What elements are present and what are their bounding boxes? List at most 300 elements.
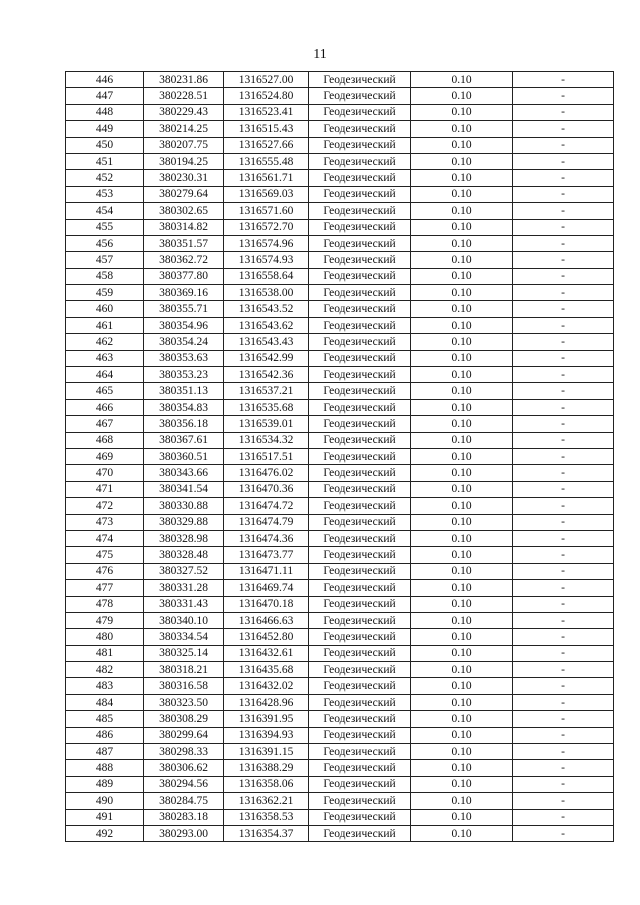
table-row [66,104,614,120]
table-row [66,448,614,464]
table-row [66,645,614,661]
description-cell: - [513,88,614,104]
description-cell: - [513,203,614,219]
point-number-cell: 448 [66,104,144,120]
method-cell: Геодезический [309,678,411,694]
table-row [66,727,614,743]
x-coordinate-cell: 380354.83 [144,399,224,415]
point-number-cell: 489 [66,776,144,792]
description-cell: - [513,317,614,333]
point-number-cell: 466 [66,399,144,415]
method-cell: Геодезический [309,481,411,497]
x-coordinate-cell: 380194.25 [144,153,224,169]
point-number-cell: 476 [66,563,144,579]
x-coordinate-cell: 380327.52 [144,563,224,579]
accuracy-cell: 0.10 [411,662,513,678]
method-cell: Геодезический [309,530,411,546]
x-coordinate-cell: 380331.43 [144,596,224,612]
table-row [66,203,614,219]
accuracy-cell: 0.10 [411,383,513,399]
y-coordinate-cell: 1316558.64 [224,268,309,284]
x-coordinate-cell: 380331.28 [144,580,224,596]
table-row [66,744,614,760]
description-cell: - [513,448,614,464]
point-number-cell: 470 [66,465,144,481]
y-coordinate-cell: 1316527.00 [224,72,309,88]
table-row [66,662,614,678]
x-coordinate-cell: 380231.86 [144,72,224,88]
accuracy-cell: 0.10 [411,793,513,809]
accuracy-cell: 0.10 [411,694,513,710]
accuracy-cell: 0.10 [411,465,513,481]
y-coordinate-cell: 1316470.36 [224,481,309,497]
x-coordinate-cell: 380207.75 [144,137,224,153]
accuracy-cell: 0.10 [411,350,513,366]
description-cell: - [513,825,614,841]
table-row [66,530,614,546]
description-cell: - [513,219,614,235]
x-coordinate-cell: 380293.00 [144,825,224,841]
description-cell: - [513,514,614,530]
point-number-cell: 459 [66,285,144,301]
method-cell: Геодезический [309,334,411,350]
x-coordinate-cell: 380329.88 [144,514,224,530]
y-coordinate-cell: 1316542.99 [224,350,309,366]
y-coordinate-cell: 1316435.68 [224,662,309,678]
table-row [66,88,614,104]
y-coordinate-cell: 1316524.80 [224,88,309,104]
y-coordinate-cell: 1316358.53 [224,809,309,825]
table-row [66,711,614,727]
accuracy-cell: 0.10 [411,203,513,219]
table-row [66,563,614,579]
accuracy-cell: 0.10 [411,186,513,202]
y-coordinate-cell: 1316543.52 [224,301,309,317]
point-number-cell: 481 [66,645,144,661]
description-cell: - [513,301,614,317]
method-cell: Геодезический [309,399,411,415]
description-cell: - [513,662,614,678]
accuracy-cell: 0.10 [411,629,513,645]
accuracy-cell: 0.10 [411,448,513,464]
x-coordinate-cell: 380302.65 [144,203,224,219]
method-cell: Геодезический [309,268,411,284]
accuracy-cell: 0.10 [411,776,513,792]
description-cell: - [513,727,614,743]
method-cell: Геодезический [309,137,411,153]
point-number-cell: 479 [66,612,144,628]
y-coordinate-cell: 1316574.96 [224,235,309,251]
table-row [66,367,614,383]
y-coordinate-cell: 1316452.80 [224,629,309,645]
point-number-cell: 468 [66,432,144,448]
method-cell: Геодезический [309,219,411,235]
accuracy-cell: 0.10 [411,301,513,317]
x-coordinate-cell: 380355.71 [144,301,224,317]
point-number-cell: 478 [66,596,144,612]
table-row [66,235,614,251]
x-coordinate-cell: 380228.51 [144,88,224,104]
table-row [66,465,614,481]
y-coordinate-cell: 1316358.06 [224,776,309,792]
point-number-cell: 465 [66,383,144,399]
table-row [66,334,614,350]
y-coordinate-cell: 1316543.62 [224,317,309,333]
accuracy-cell: 0.10 [411,334,513,350]
x-coordinate-cell: 380340.10 [144,612,224,628]
accuracy-cell: 0.10 [411,645,513,661]
y-coordinate-cell: 1316473.77 [224,547,309,563]
accuracy-cell: 0.10 [411,498,513,514]
accuracy-cell: 0.10 [411,416,513,432]
method-cell: Геодезический [309,153,411,169]
point-number-cell: 482 [66,662,144,678]
y-coordinate-cell: 1316555.48 [224,153,309,169]
y-coordinate-cell: 1316539.01 [224,416,309,432]
description-cell: - [513,645,614,661]
description-cell: - [513,367,614,383]
point-number-cell: 461 [66,317,144,333]
point-number-cell: 447 [66,88,144,104]
table-row [66,301,614,317]
accuracy-cell: 0.10 [411,72,513,88]
y-coordinate-cell: 1316569.03 [224,186,309,202]
x-coordinate-cell: 380314.82 [144,219,224,235]
description-cell: - [513,580,614,596]
accuracy-cell: 0.10 [411,547,513,563]
description-cell: - [513,629,614,645]
method-cell: Геодезический [309,825,411,841]
point-number-cell: 486 [66,727,144,743]
point-number-cell: 454 [66,203,144,219]
accuracy-cell: 0.10 [411,170,513,186]
point-number-cell: 487 [66,744,144,760]
y-coordinate-cell: 1316474.36 [224,530,309,546]
method-cell: Геодезический [309,662,411,678]
table-row [66,383,614,399]
accuracy-cell: 0.10 [411,481,513,497]
accuracy-cell: 0.10 [411,399,513,415]
accuracy-cell: 0.10 [411,268,513,284]
point-number-cell: 463 [66,350,144,366]
y-coordinate-cell: 1316432.02 [224,678,309,694]
point-number-cell: 456 [66,235,144,251]
point-number-cell: 483 [66,678,144,694]
x-coordinate-cell: 380351.13 [144,383,224,399]
y-coordinate-cell: 1316469.74 [224,580,309,596]
y-coordinate-cell: 1316394.93 [224,727,309,743]
table-row [66,121,614,137]
x-coordinate-cell: 380298.33 [144,744,224,760]
description-cell: - [513,350,614,366]
y-coordinate-cell: 1316574.93 [224,252,309,268]
point-number-cell: 450 [66,137,144,153]
y-coordinate-cell: 1316471.11 [224,563,309,579]
x-coordinate-cell: 380360.51 [144,448,224,464]
coordinates-table-body [66,72,614,842]
table-row [66,514,614,530]
method-cell: Геодезический [309,596,411,612]
method-cell: Геодезический [309,416,411,432]
x-coordinate-cell: 380316.58 [144,678,224,694]
accuracy-cell: 0.10 [411,711,513,727]
y-coordinate-cell: 1316428.96 [224,694,309,710]
x-coordinate-cell: 380328.98 [144,530,224,546]
description-cell: - [513,334,614,350]
description-cell: - [513,170,614,186]
description-cell: - [513,760,614,776]
table-row [66,793,614,809]
accuracy-cell: 0.10 [411,252,513,268]
accuracy-cell: 0.10 [411,809,513,825]
description-cell: - [513,563,614,579]
x-coordinate-cell: 380354.24 [144,334,224,350]
x-coordinate-cell: 380353.23 [144,367,224,383]
x-coordinate-cell: 380353.63 [144,350,224,366]
method-cell: Геодезический [309,203,411,219]
point-number-cell: 491 [66,809,144,825]
method-cell: Геодезический [309,383,411,399]
accuracy-cell: 0.10 [411,121,513,137]
x-coordinate-cell: 380362.72 [144,252,224,268]
x-coordinate-cell: 380230.31 [144,170,224,186]
x-coordinate-cell: 380334.54 [144,629,224,645]
x-coordinate-cell: 380294.56 [144,776,224,792]
accuracy-cell: 0.10 [411,432,513,448]
method-cell: Геодезический [309,514,411,530]
x-coordinate-cell: 380356.18 [144,416,224,432]
method-cell: Геодезический [309,744,411,760]
description-cell: - [513,547,614,563]
x-coordinate-cell: 380343.66 [144,465,224,481]
accuracy-cell: 0.10 [411,514,513,530]
y-coordinate-cell: 1316470.18 [224,596,309,612]
x-coordinate-cell: 380306.62 [144,760,224,776]
table-row [66,547,614,563]
method-cell: Геодезический [309,350,411,366]
accuracy-cell: 0.10 [411,760,513,776]
x-coordinate-cell: 380367.61 [144,432,224,448]
method-cell: Геодезический [309,645,411,661]
point-number-cell: 453 [66,186,144,202]
point-number-cell: 462 [66,334,144,350]
accuracy-cell: 0.10 [411,88,513,104]
table-row [66,776,614,792]
description-cell: - [513,776,614,792]
accuracy-cell: 0.10 [411,563,513,579]
method-cell: Геодезический [309,793,411,809]
accuracy-cell: 0.10 [411,530,513,546]
x-coordinate-cell: 380341.54 [144,481,224,497]
point-number-cell: 485 [66,711,144,727]
table-row [66,612,614,628]
point-number-cell: 451 [66,153,144,169]
table-row [66,285,614,301]
method-cell: Геодезический [309,285,411,301]
method-cell: Геодезический [309,776,411,792]
point-number-cell: 471 [66,481,144,497]
y-coordinate-cell: 1316535.68 [224,399,309,415]
table-row [66,416,614,432]
method-cell: Геодезический [309,547,411,563]
table-row [66,694,614,710]
table-row [66,809,614,825]
description-cell: - [513,104,614,120]
method-cell: Геодезический [309,760,411,776]
accuracy-cell: 0.10 [411,580,513,596]
point-number-cell: 457 [66,252,144,268]
y-coordinate-cell: 1316571.60 [224,203,309,219]
method-cell: Геодезический [309,104,411,120]
y-coordinate-cell: 1316542.36 [224,367,309,383]
description-cell: - [513,137,614,153]
description-cell: - [513,252,614,268]
y-coordinate-cell: 1316391.95 [224,711,309,727]
method-cell: Геодезический [309,317,411,333]
description-cell: - [513,744,614,760]
table-row [66,219,614,235]
table-row [66,186,614,202]
method-cell: Геодезический [309,121,411,137]
y-coordinate-cell: 1316543.43 [224,334,309,350]
table-row [66,399,614,415]
description-cell: - [513,268,614,284]
table-row [66,596,614,612]
table-row [66,137,614,153]
accuracy-cell: 0.10 [411,285,513,301]
table-row [66,580,614,596]
accuracy-cell: 0.10 [411,219,513,235]
y-coordinate-cell: 1316474.72 [224,498,309,514]
description-cell: - [513,465,614,481]
point-number-cell: 484 [66,694,144,710]
y-coordinate-cell: 1316517.51 [224,448,309,464]
description-cell: - [513,530,614,546]
table-row [66,268,614,284]
method-cell: Геодезический [309,432,411,448]
description-cell: - [513,694,614,710]
accuracy-cell: 0.10 [411,317,513,333]
point-number-cell: 474 [66,530,144,546]
description-cell: - [513,186,614,202]
point-number-cell: 473 [66,514,144,530]
point-number-cell: 472 [66,498,144,514]
accuracy-cell: 0.10 [411,137,513,153]
method-cell: Геодезический [309,612,411,628]
method-cell: Геодезический [309,727,411,743]
method-cell: Геодезический [309,367,411,383]
table-row [66,252,614,268]
description-cell: - [513,285,614,301]
point-number-cell: 458 [66,268,144,284]
page-number: 11 [313,47,327,62]
y-coordinate-cell: 1316391.15 [224,744,309,760]
method-cell: Геодезический [309,186,411,202]
y-coordinate-cell: 1316572.70 [224,219,309,235]
table-row [66,170,614,186]
description-cell: - [513,383,614,399]
y-coordinate-cell: 1316561.71 [224,170,309,186]
description-cell: - [513,432,614,448]
method-cell: Геодезический [309,563,411,579]
y-coordinate-cell: 1316537.21 [224,383,309,399]
point-number-cell: 464 [66,367,144,383]
description-cell: - [513,678,614,694]
accuracy-cell: 0.10 [411,367,513,383]
description-cell: - [513,153,614,169]
table-row [66,678,614,694]
method-cell: Геодезический [309,711,411,727]
accuracy-cell: 0.10 [411,596,513,612]
method-cell: Геодезический [309,465,411,481]
table-row [66,432,614,448]
description-cell: - [513,121,614,137]
point-number-cell: 492 [66,825,144,841]
accuracy-cell: 0.10 [411,104,513,120]
method-cell: Геодезический [309,694,411,710]
y-coordinate-cell: 1316515.43 [224,121,309,137]
y-coordinate-cell: 1316476.02 [224,465,309,481]
method-cell: Геодезический [309,498,411,514]
method-cell: Геодезический [309,448,411,464]
point-number-cell: 488 [66,760,144,776]
point-number-cell: 446 [66,72,144,88]
description-cell: - [513,481,614,497]
x-coordinate-cell: 380283.18 [144,809,224,825]
table-row [66,72,614,88]
x-coordinate-cell: 380323.50 [144,694,224,710]
point-number-cell: 469 [66,448,144,464]
x-coordinate-cell: 380299.64 [144,727,224,743]
point-number-cell: 477 [66,580,144,596]
method-cell: Геодезический [309,170,411,186]
y-coordinate-cell: 1316538.00 [224,285,309,301]
method-cell: Геодезический [309,629,411,645]
method-cell: Геодезический [309,252,411,268]
y-coordinate-cell: 1316362.21 [224,793,309,809]
accuracy-cell: 0.10 [411,727,513,743]
accuracy-cell: 0.10 [411,678,513,694]
x-coordinate-cell: 380318.21 [144,662,224,678]
x-coordinate-cell: 380328.48 [144,547,224,563]
x-coordinate-cell: 380214.25 [144,121,224,137]
point-number-cell: 475 [66,547,144,563]
method-cell: Геодезический [309,88,411,104]
description-cell: - [513,612,614,628]
accuracy-cell: 0.10 [411,153,513,169]
table-row [66,350,614,366]
y-coordinate-cell: 1316527.66 [224,137,309,153]
table-row [66,825,614,841]
y-coordinate-cell: 1316523.41 [224,104,309,120]
description-cell: - [513,596,614,612]
coordinates-table [65,71,614,842]
method-cell: Геодезический [309,580,411,596]
x-coordinate-cell: 380377.80 [144,268,224,284]
x-coordinate-cell: 380284.75 [144,793,224,809]
x-coordinate-cell: 380279.64 [144,186,224,202]
point-number-cell: 449 [66,121,144,137]
accuracy-cell: 0.10 [411,235,513,251]
point-number-cell: 490 [66,793,144,809]
accuracy-cell: 0.10 [411,612,513,628]
x-coordinate-cell: 380369.16 [144,285,224,301]
method-cell: Геодезический [309,809,411,825]
method-cell: Геодезический [309,301,411,317]
accuracy-cell: 0.10 [411,825,513,841]
x-coordinate-cell: 380325.14 [144,645,224,661]
x-coordinate-cell: 380229.43 [144,104,224,120]
